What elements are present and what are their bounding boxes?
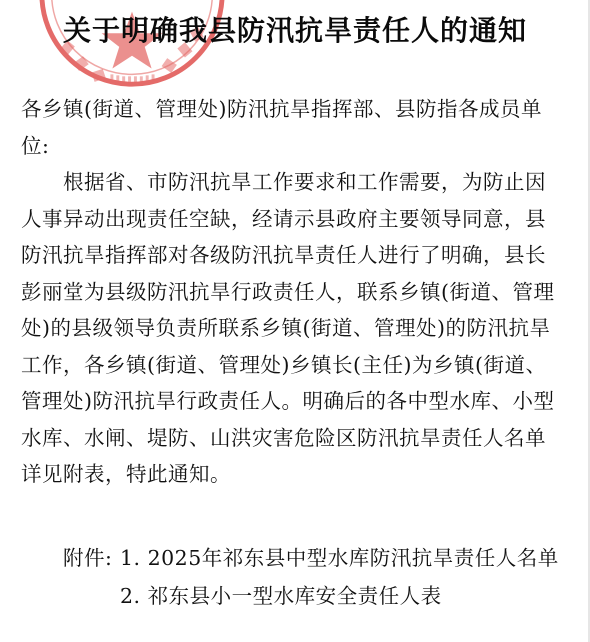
body-line-7: 管理处)防汛抗旱行政责任人。明确后的各中型水库、小型 — [21, 389, 555, 413]
body-line-2: 人事异动出现责任空缺，经请示县政府主要领导同意，县 — [21, 207, 546, 231]
body-line-9: 详见附表，特此通知。 — [21, 462, 231, 486]
attachment-item-1: 1. 2025年祁东县中型水库防汛抗旱责任人名单 — [120, 546, 559, 570]
body-line-4: 彭丽堂为县级防汛抗旱行政责任人，联系乡镇(街道、管理 — [21, 280, 555, 304]
body-line-5: 处)的县级领导负责所联系乡镇(街道、管理处)的防汛抗旱 — [21, 316, 551, 340]
body-line-3: 防汛抗旱指挥部对各级防汛抗旱责任人进行了明确，县长 — [21, 243, 546, 267]
body-line-8: 水库、水闸、堤防、山洪灾害危险区防汛抗旱责任人名单 — [21, 426, 546, 450]
attachment-item-2: 2. 祁东县小一型水库安全责任人表 — [120, 584, 442, 608]
addressee-line-2: 位: — [21, 134, 50, 158]
addressee-line-1: 各乡镇(街道、管理处)防汛抗旱指挥部、县防指各成员单 — [21, 97, 542, 121]
body-line-1: 根据省、市防汛抗旱工作要求和工作需要，为防止因 — [63, 170, 546, 194]
document-title: 关于明确我县防汛抗旱责任人的通知 — [62, 14, 527, 47]
body-line-6: 工作，各乡镇(街道、管理处)乡镇长(主任)为乡镇(街道、 — [21, 353, 547, 377]
attachment-label: 附件: — [63, 546, 113, 570]
